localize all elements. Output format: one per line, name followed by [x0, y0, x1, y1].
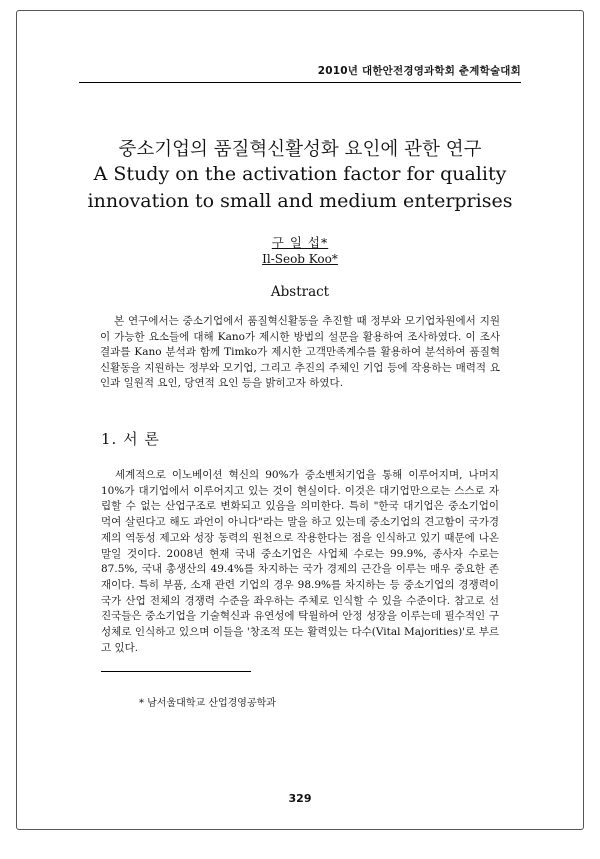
- section-heading-introduction: 1. 서 론: [101, 430, 160, 448]
- title-english-line1: A Study on the activation factor for quality: [93, 163, 507, 185]
- title-english-line2: innovation to small and medium enterprises: [87, 190, 513, 212]
- abstract-heading: Abstract: [270, 284, 330, 300]
- author-english: Il-Seob Koo*: [262, 252, 338, 266]
- footnote-rule: [101, 671, 251, 672]
- page-number: 329: [288, 792, 312, 805]
- introduction-paragraph: 세계적으로 이노베이션 혁신의 90%가 중소벤처기업을 통해 이루어지며, 나머지 10%가 대기업에서 이루어지고 있는 것이 현실이다. 이것은 대기업만으로는 스스로 자립할 수 없는 산업구조로 변화되고 있음을 의미한다. 특히 "한국 대기업은 중소기업이 먹여 살린다고 해도 과언이 아니다"라는 말을 하고 있는데 중소기업의 견고함이 국가경제의 역동성 제고와 성장 동력의 원천으로 작용한다는 점을 인식하고 있기 때문에 나온 말일 것이다. 2008년 현재 국내 중소기업은 사업체 수로는 99.9%, 종사자 수로는 87.5%, 국내 총생산의 49.4%를 차지하는 국가 경제의 근간을 이루는 매우 중요한 존재이다. 특히 부품, 소재 관련 기업의 경우 98.9%를 차지하는 등 중소기업의 경쟁력이 국가 산업 전체의 경쟁력 수준을 좌우하는 주체로 인식할 수 있을 수준이다. 참고로 선진국들은 중소기업을 기술혁신과 유연성에 탁월하여 안정 성장을 이루는데 필수적인 구성체로 인식하고 있으며 이들을 '창조적 또는 활력있는 다수(Vital Majorities)'로 부르고 있다.: [101, 469, 499, 654]
- paper-page: [16, 10, 584, 830]
- footnote-affiliation: * 남서울대학교 산업경영공학과: [139, 698, 276, 709]
- abstract-text: 본 연구에서는 중소기업에서 품질혁신활동을 추진할 때 정부와 모기업차원에서 지원이 가능한 요소들에 대해 Kano가 제시한 방법의 설문을 활용하여 조사하였다. 이 조사 결과를 Kano 분석과 함께 Timko가 제시한 고객만족계수를 활용하여 분석하여 품질혁신활동을 지원하는 정부와 모기업, 그리고 추진의 주체인 기업 등에 작용하는 매력적 요인과 일원적 요인, 당연적 요인 등을 밝히고자 하였다.: [100, 315, 500, 390]
- header-rule: [79, 82, 521, 83]
- conference-header: 2010년 대한안전경영과학회 춘계학술대회: [317, 65, 521, 77]
- author-korean: 구 일 섭*: [271, 235, 329, 250]
- title-korean: 중소기업의 품질혁신활성화 요인에 관한 연구: [118, 139, 482, 160]
- title-english: [17, 161, 583, 215]
